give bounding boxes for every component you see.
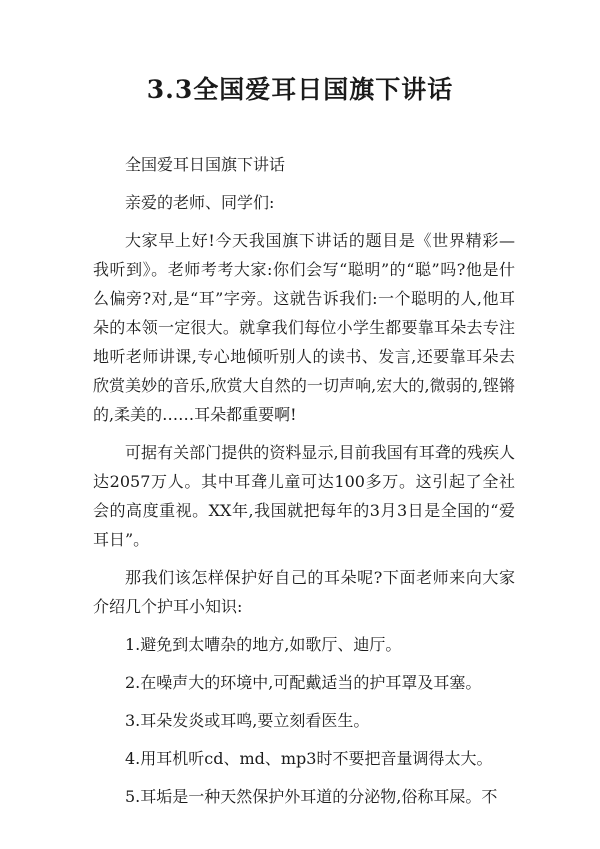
list-item-3: 3.耳朵发炎或耳鸣,要立刻看医生。 xyxy=(125,711,370,730)
list-item-4: 4.用耳机听cd、md、mp3时不要把音量调得太大。 xyxy=(125,749,493,768)
list-item-1: 1.避免到太嘈杂的地方,如歌厅、迪厅。 xyxy=(125,635,402,654)
document-body xyxy=(93,150,515,811)
list-item-2: 2.在噪声大的环境中,可配戴适当的护耳罩及耳塞。 xyxy=(125,673,482,692)
paragraph-intro: 大家早上好!今天我国旗下讲话的题目是《世界精彩—我听到》。老师考考大家:你们会写“聪明”的“聪”吗?他是什么偏旁?对,是“耳”字旁。这就告诉我们:一个聪明的人,他耳朵的本领一定很大。就拿我们每位小学生都要靠耳朵去专注地听老师讲课,专心地倾听别人的读书、发言,还要靠耳朵去欣赏美妙的音乐,欣赏大自然的一切声响,宏大的,微弱的,铿锵的,柔美的……耳朵都重要啊! xyxy=(93,231,515,424)
paragraph-question: 那我们该怎样保护好自己的耳朵呢?下面老师来向大家介绍几个护耳小知识: xyxy=(93,568,515,616)
paragraph-greeting: 亲爱的老师、同学们: xyxy=(125,193,275,212)
paragraph-statistics: 可据有关部门提供的资料显示,目前我国有耳聋的残疾人达2057万人。其中耳聋儿童可达100多万。这引起了全社会的高度重视。XX年,我国就把每年的3月3日是全国的“爱耳日”。 xyxy=(93,443,515,549)
paragraph-subtitle: 全国爱耳日国旗下讲话 xyxy=(125,155,286,174)
document-title: 3.3全国爱耳日国旗下讲话 xyxy=(146,75,454,104)
list-item-5: 5.耳垢是一种天然保护外耳道的分泌物,俗称耳屎。不 xyxy=(125,787,498,806)
